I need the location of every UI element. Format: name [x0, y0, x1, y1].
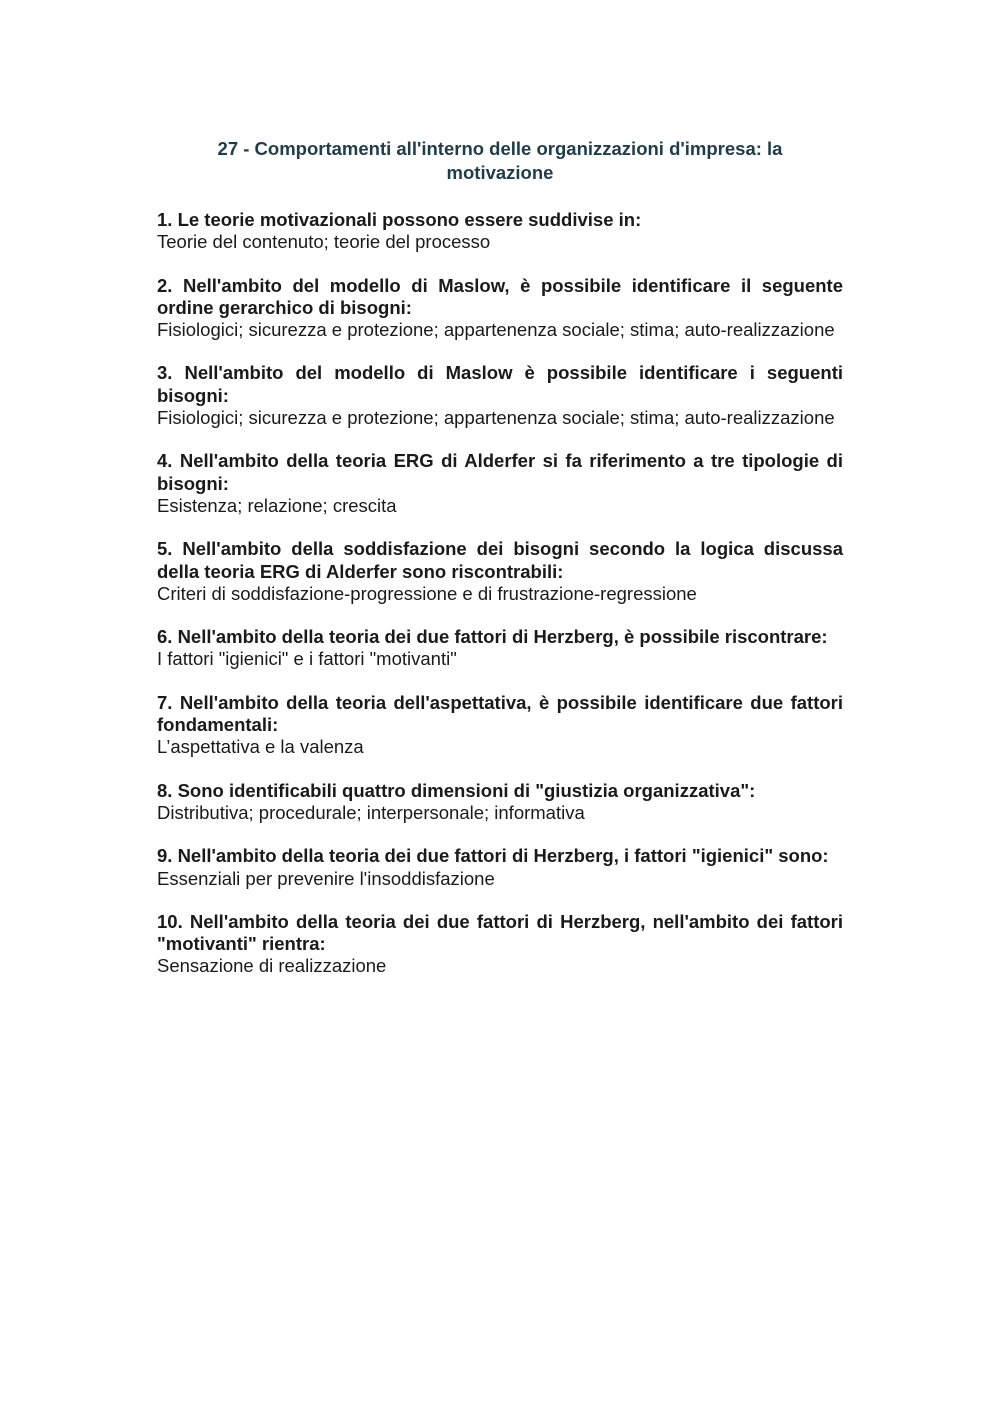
- qa-item-2: [157, 275, 843, 342]
- question-text: 10. Nell'ambito della teoria dei due fattori di Herzberg, nell'ambito dei fattori "motivanti" rientra:: [157, 910, 843, 955]
- qa-item-5: [157, 538, 843, 605]
- document-page: [157, 137, 843, 999]
- qa-item-10: [157, 911, 843, 978]
- qa-item-9: [157, 845, 843, 890]
- answer-text: Esistenza; relazione; crescita: [157, 494, 397, 516]
- question-text: 6. Nell'ambito della teoria dei due fattori di Herzberg, è possibile riscontrare:: [157, 626, 828, 648]
- question-text: 1. Le teorie motivazionali possono essere suddivise in:: [157, 209, 642, 230]
- question-text: 5. Nell'ambito della soddisfazione dei bisogni secondo la logica discussa della teoria ERG di Alderfer sono riscontrabili:: [157, 538, 843, 582]
- qa-item-3: [157, 362, 843, 429]
- answer-text: L’aspettativa e la valenza: [157, 736, 364, 758]
- qa-item-7: [157, 692, 843, 759]
- answer-text: Fisiologici; sicurezza e protezione; appartenenza sociale; stima; auto-realizzazione: [157, 319, 835, 341]
- qa-item-4: [157, 450, 843, 517]
- question-text: 4. Nell'ambito della teoria ERG di Alderfer si fa riferimento a tre tipologie di bisogni:: [157, 450, 843, 494]
- question-text: 2. Nell'ambito del modello di Maslow, è possibile identificare il seguente ordine gerarchico di bisogni:: [157, 274, 843, 318]
- answer-text: Fisiologici; sicurezza e protezione; appartenenza sociale; stima; auto-realizzazione: [157, 407, 835, 429]
- answer-text: Sensazione di realizzazione: [157, 955, 387, 977]
- question-text: 8. Sono identificabili quattro dimensioni di "giustizia organizzativa":: [157, 779, 756, 801]
- answer-text: Distributiva; procedurale; interpersonale; informativa: [157, 801, 585, 823]
- qa-item-1: [157, 209, 843, 254]
- question-text: 7. Nell'ambito della teoria dell'aspettativa, è possibile identificare due fattori fondamentali:: [157, 691, 843, 736]
- qa-item-8: [157, 780, 843, 825]
- qa-item-6: [157, 626, 843, 671]
- document-title: 27 - Comportamenti all'interno delle organizzazioni d'impresa: la motivazione: [217, 138, 783, 183]
- answer-text: Essenziali per prevenire l'insoddisfazione: [157, 867, 495, 889]
- answer-text: I fattori "igienici" e i fattori "motivanti": [157, 648, 457, 670]
- question-text: 9. Nell'ambito della teoria dei due fattori di Herzberg, i fattori "igienici" sono:: [157, 845, 829, 867]
- answer-text: Criteri di soddisfazione-progressione e di frustrazione-regressione: [157, 582, 697, 604]
- question-text: 3. Nell'ambito del modello di Maslow è possibile identificare i seguenti bisogni:: [157, 362, 843, 406]
- answer-text: Teorie del contenuto; teorie del processo: [157, 231, 491, 253]
